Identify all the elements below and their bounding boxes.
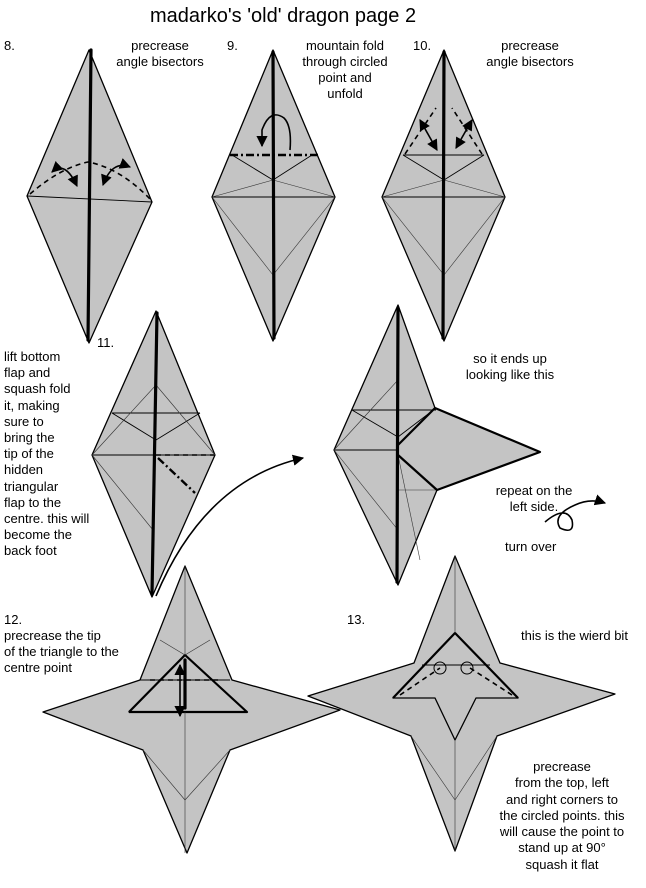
repeat-caption: repeat on the left side.	[495, 483, 573, 514]
step-9-figure	[212, 50, 335, 341]
step-10-caption: precrease angle bisectors	[486, 38, 574, 69]
step-13-instructions: precrease from the top, left and right corners to the circled points. this will cause the point to stand up at 90° squash it flat	[499, 759, 625, 872]
step-12-figure	[43, 566, 340, 853]
step-8-caption: precrease angle bisectors	[116, 38, 204, 69]
step-11-caption: lift bottom flap and squash fold it, making sure to bring the tip of the hidden triangular flap to the centre. this will become the back foot	[4, 349, 90, 559]
result-caption: so it ends up looking like this	[465, 351, 555, 382]
step-11-number: 11.	[97, 335, 115, 350]
turn-over-loop-arrow-icon	[545, 501, 605, 530]
turn-over-caption: turn over	[505, 539, 557, 554]
page-title: madarko's 'old' dragon page 2	[150, 5, 417, 27]
step-13-number: 13.	[347, 612, 366, 627]
step-9-caption: mountain fold through circled point and unfold	[302, 38, 388, 101]
step-10-number: 10.	[413, 38, 432, 53]
step-13-figure	[308, 556, 615, 851]
step-9-number: 9.	[227, 38, 238, 53]
result-figure	[334, 305, 605, 585]
step-8-figure	[27, 50, 152, 343]
step-13-caption: this is the wierd bit	[521, 628, 628, 643]
step-10-figure	[382, 50, 505, 341]
step-8-number: 8.	[4, 38, 15, 53]
step-12-caption: precrease the tip of the triangle to the centre point	[4, 628, 119, 675]
step-12-number: 12.	[4, 612, 23, 627]
step-11-figure	[92, 311, 303, 597]
